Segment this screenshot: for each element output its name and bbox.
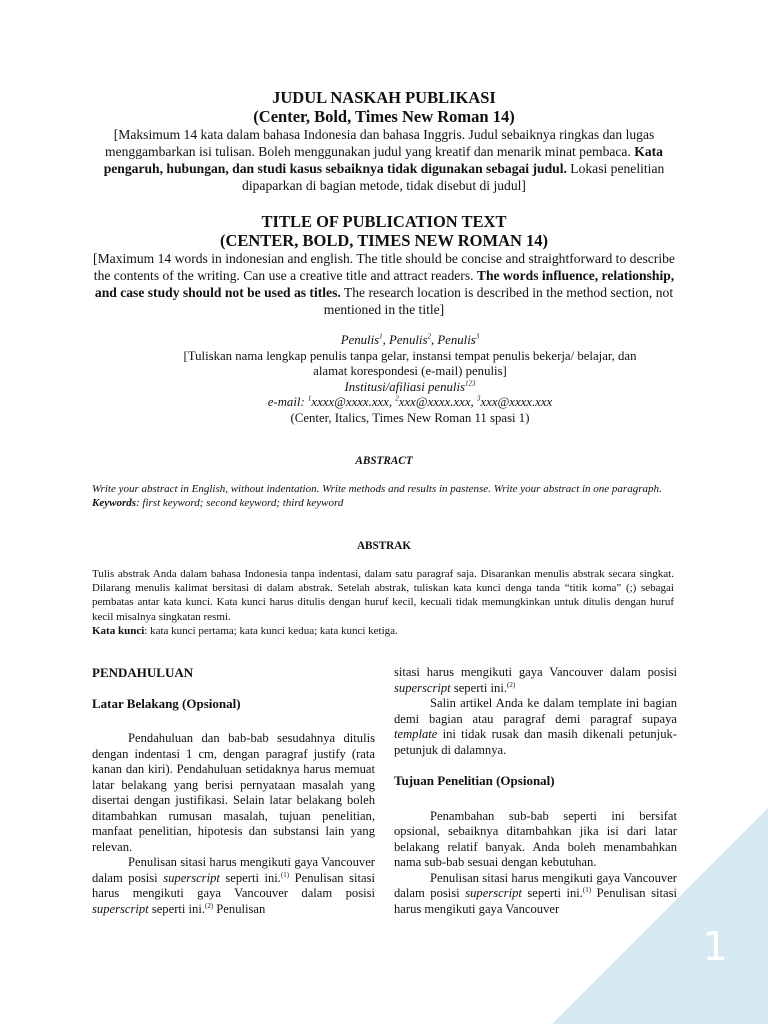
author-3: Penulis [437, 333, 476, 347]
p5-text-b: seperti ini. [521, 886, 583, 900]
c2-text-b: seperti ini. [450, 680, 507, 695]
author-names [150, 333, 670, 349]
title-id-line2: (Center, Bold, Times New Roman 14) [253, 107, 515, 126]
kata-kunci-text: : kata kunci pertama; kata kunci kedua; kata kunci ketiga. [144, 624, 398, 637]
c2-italic: superscript [394, 680, 451, 695]
p2-italic-1: superscript [163, 870, 220, 885]
institution-text: Institusi/afiliasi penulis [344, 379, 465, 394]
author-2: Penulis [389, 333, 428, 347]
p2-text-a: Penulisan sitasi harus mengikuti gaya Vancouver dalam posisi [92, 855, 375, 885]
p5-text-c: Penulisan sitasi harus mengikuti gaya Vancouver [394, 886, 677, 916]
title-en-note-tail: The research location is described in the method section, not mentioned in the title] [323, 285, 674, 317]
section-pendahuluan: PENDAHULUAN [92, 665, 194, 680]
paragraph-2 [92, 855, 375, 917]
p2-text-b: seperti ini. [219, 870, 281, 885]
spacer [92, 711, 375, 731]
p3-text-a: Salin artikel Anda ke dalam template ini bagian demi bagian atau paragraf demi paragraf supaya [394, 696, 677, 726]
author-instruction: [Tuliskan nama lengkap penulis tanpa gelar, instansi tempat penulis bekerja/ belajar, dan alamat korespondesi (e-mail) penulis] [183, 348, 637, 378]
author-sep: , [382, 333, 390, 347]
citation-1: (1) [280, 870, 290, 879]
citation-2b: (2) [506, 680, 516, 689]
paragraph-2-cont [394, 665, 677, 696]
author-emails [150, 395, 670, 411]
left-column [92, 665, 375, 917]
p2-text-e: Penulisan [213, 901, 266, 916]
email-1-sup: 1 [307, 394, 312, 403]
email-1: xxxx@xxxx.xxx [311, 395, 389, 409]
abstract-body [92, 482, 674, 510]
email-3-sup: 3 [476, 394, 481, 403]
p3-italic: template [394, 727, 438, 741]
paragraph-4: Penambahan sub-bab seperti ini bersifat opsional, sebaiknya ditambahkan jika isi dari latar belakang relatif banyak. Anda boleh menambahkan nama sub-bab sesuai dengan kebutuhan. [394, 808, 677, 869]
title-id-note-text: [Maksimum 14 kata dalam bahasa Indonesia dan bahasa Inggris. Judul sebaiknya ringkas dan lugas menggambarkan isi tulisan. Boleh menggunakan judul yang kreatif dan menarik minat pembaca. [105, 127, 655, 159]
paragraph-5 [394, 871, 677, 918]
abstrak-keywords [92, 624, 674, 638]
author-sep: , [430, 333, 438, 347]
abstract-keywords [92, 496, 674, 510]
email-sep: , [470, 395, 477, 409]
email-3: xxx@xxxx.xxx [480, 395, 553, 409]
title-id-note-tail: Lokasi penelitian dipaparkan di bagian metode, tidak disebut di judul] [242, 161, 665, 193]
c2-text-a: sitasi harus mengikuti gaya Vancouver dalam posisi [394, 665, 677, 679]
title-en-note-text: [Maximum 14 words in indonesian and english. The title should be concise and straightforward to describe the contents of the writing. Can use a creative title and attract readers. [93, 251, 675, 283]
citation-1b: (1) [582, 885, 592, 894]
abstract-text: Write your abstract in English, without indentation. Write methods and results in pastense. Write your abstract in one paragraph. [92, 483, 662, 495]
p3-text-b: ini tidak rusak dan masih dikenali petunjuk-petunjuk di dalamnya. [394, 727, 677, 757]
abstract-heading: ABSTRACT [355, 455, 413, 467]
abstrak-body [92, 567, 674, 638]
p2-text-d: seperti ini. [148, 901, 205, 916]
title-id-note-bold: Kata pengaruh, hubungan, dan studi kasus sebaiknya tidak digunakan sebagai judul. [103, 144, 663, 176]
paragraph-1: Pendahuluan dan bab-bab sesudahnya ditulis dengan indentasi 1 cm, dengan paragraf justify (rata kanan dan kiri). Pendahuluan setidaknya harus memuat latar belakang yang berisi pernyataan masalah yang disertai dengan justifikasi. Selain latar belakang boleh ditambahkan rumusan masalah, tujuan penelitian, manfaat penelitian, hipotesis dan substansi lain yang relevan. [92, 731, 375, 854]
author-institution [150, 380, 670, 396]
keywords-label: Keywords [92, 497, 136, 510]
title-id-block [92, 88, 676, 194]
author-format-note: (Center, Italics, Times New Roman 11 spasi 1) [290, 410, 530, 425]
email-label: e-mail: [267, 395, 308, 409]
p5-text-a: Penulisan sitasi harus mengikuti gaya Vancouver dalam posisi [394, 870, 677, 900]
author-block [150, 333, 670, 426]
spacer [394, 758, 677, 773]
email-sep: , [388, 395, 396, 409]
p2-text-c: Penulisan sitasi harus mengikuti gaya Vancouver dalam posisi [92, 870, 375, 900]
p5-italic: superscript [465, 886, 522, 900]
title-id-note [92, 126, 676, 194]
abstrak-heading: ABSTRAK [356, 540, 412, 552]
kata-kunci-label: Kata kunci [92, 624, 145, 637]
title-en-note-bold: The words influence, relationship, and case study should not be used as titles. [94, 268, 675, 300]
author-3-sup: 3 [475, 332, 480, 341]
keywords-text: : first keyword; second keyword; third keyword [136, 497, 344, 510]
author-2-sup: 2 [427, 332, 431, 341]
right-column [394, 665, 677, 917]
title-en-line2: (CENTER, BOLD, TIMES NEW ROMAN 14) [219, 231, 549, 250]
citation-2: (2) [204, 901, 214, 910]
spacer [394, 789, 677, 809]
title-id-line1: JUDUL NASKAH PUBLIKASI [272, 88, 496, 107]
author-1-sup: 1 [379, 332, 383, 341]
title-en-line1: TITLE OF PUBLICATION TEXT [261, 212, 507, 231]
abstrak-text: Tulis abstrak Anda dalam bahasa Indonesia tanpa indentasi, dalam satu paragraf saja. Disarankan menulis abstrak secara singkat. Dilarang menulis kalimat bersitasi di dalam abstrak. Setelah abstrak, tuliskan kata kunci denga tanda “titik koma” (;) sebagai pembatas antar kata kunci. Kata kunci harus ditulis dengan huruf kecil, kecuali tidak memungkinkan untuk ditulis dengan huruf kecil misalnya singkatan resmi. [92, 568, 674, 623]
p2-italic-2: superscript [92, 901, 149, 916]
paragraph-3 [394, 696, 677, 758]
title-en-block [92, 212, 676, 318]
subsection-latar-belakang: Latar Belakang (Opsional) [92, 695, 241, 711]
subsection-tujuan: Tujuan Penelitian (Opsional) [394, 773, 555, 788]
email-2: xxx@xxxx.xxx [398, 395, 471, 409]
page-number: 1 [702, 924, 728, 970]
title-en-note [92, 250, 676, 318]
spacer [92, 681, 375, 696]
email-2-sup: 2 [395, 394, 399, 403]
author-1: Penulis [340, 333, 380, 347]
institution-sup: 123 [465, 379, 476, 388]
